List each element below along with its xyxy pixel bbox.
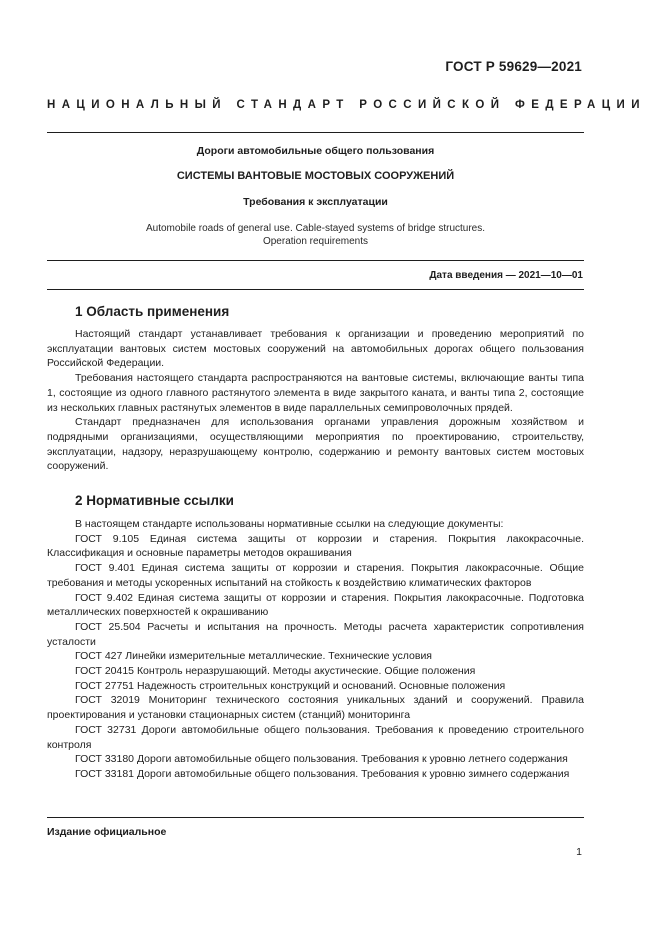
section-1-paragraph: Настоящий стандарт устанавливает требования к организации и проведению мероприятий по эксплуатации вантовых систем мостовых сооружений на автомобильных дорогах общего пользования Российской Федерации. (47, 328, 584, 370)
title-line-2: СИСТЕМЫ ВАНТОВЫЕ МОСТОВЫХ СООРУЖЕНИЙ (176, 170, 455, 182)
reference-item: ГОСТ 9.105 Единая система защиты от коррозии и старения. Покрытия лакокрасочные. Классификация и основные параметры методов окрашивания (47, 532, 584, 560)
gost-code: ГОСТ Р 59629—2021 (445, 59, 582, 74)
reference-item: ГОСТ 25.504 Расчеты и испытания на прочность. Методы расчета характеристик сопротивления усталости (47, 620, 584, 648)
reference-item: ГОСТ 32731 Дороги автомобильные общего пользования. Требования к проведению строительного контроля (47, 723, 584, 751)
reference-item: ГОСТ 427 Линейки измерительные металлические. Технические условия (75, 650, 432, 663)
reference-item: ГОСТ 33180 Дороги автомобильные общего пользования. Требования к уровню летнего содержания (75, 753, 568, 766)
section-1-body (47, 327, 584, 474)
reference-item: ГОСТ 33181 Дороги автомобильные общего пользования. Требования к уровню зимнего содержания (75, 767, 570, 780)
english-title-line-2: Operation requirements (262, 236, 369, 247)
date-introduced: Дата введения — 2021—10—01 (429, 270, 583, 281)
reference-item: ГОСТ 20415 Контроль неразрушающий. Методы акустические. Общие положения (75, 665, 476, 678)
english-title (47, 222, 584, 248)
reference-item: ГОСТ 27751 Надежность строительных конструкций и оснований. Основные положения (75, 679, 506, 692)
section-1-heading: 1 Область применения (75, 304, 230, 319)
title-bottom-rule (47, 260, 584, 261)
publication-label: Издание официальное (47, 826, 167, 838)
reference-item: ГОСТ 32019 Мониторинг технического состояния уникальных зданий и сооружений. Правила проектирования и установки стационарных систем (станций) мониторинга (47, 694, 584, 722)
section-2-body (47, 517, 584, 782)
page-number: 1 (576, 846, 582, 858)
references-intro: В настоящем стандарте использованы нормативные ссылки на следующие документы: (75, 518, 504, 530)
title-line-3: Требования к эксплуатации (243, 196, 388, 208)
title-line-1: Дороги автомобильные общего пользования (196, 145, 435, 157)
section-1-paragraph: Стандарт предназначен для использования органами управления дорожным хозяйством и подрядными организациями, осуществляющими мероприятия по проектированию, строительству, эксплуатации, надзору, неразрушающему контролю, содержанию и ремонту вантовых систем мостовых сооружений. (47, 416, 584, 473)
national-standard-banner: НАЦИОНАЛЬНЫЙ СТАНДАРТ РОССИЙСКОЙ ФЕДЕРАЦИИ (47, 99, 646, 111)
reference-item: ГОСТ 9.401 Единая система защиты от коррозии и старения. Покрытия лакокрасочные. Общие требования и методы ускоренных испытаний на стойкость к воздействию климатических факторов (47, 562, 584, 589)
date-rule (47, 289, 584, 290)
footer-rule (47, 817, 584, 818)
section-2-heading: 2 Нормативные ссылки (75, 493, 234, 508)
english-title-line-1: Automobile roads of general use. Cable-stayed systems of bridge structures. (145, 223, 486, 234)
section-1-paragraph: Требования настоящего стандарта распространяются на вантовые системы, включающие ванты типа 1, состоящие из одного главного растянутого элемента в виде закрытого каната, и ванты типа 2, состоящие из нескольких главных растянутых элементов в виде параллельных семипроволочных прядей. (47, 372, 584, 414)
reference-item: ГОСТ 9.402 Единая система защиты от коррозии и старения. Покрытия лакокрасочные. Подготовка металлических поверхностей к окрашиванию (47, 591, 584, 619)
title-top-rule (47, 132, 584, 133)
